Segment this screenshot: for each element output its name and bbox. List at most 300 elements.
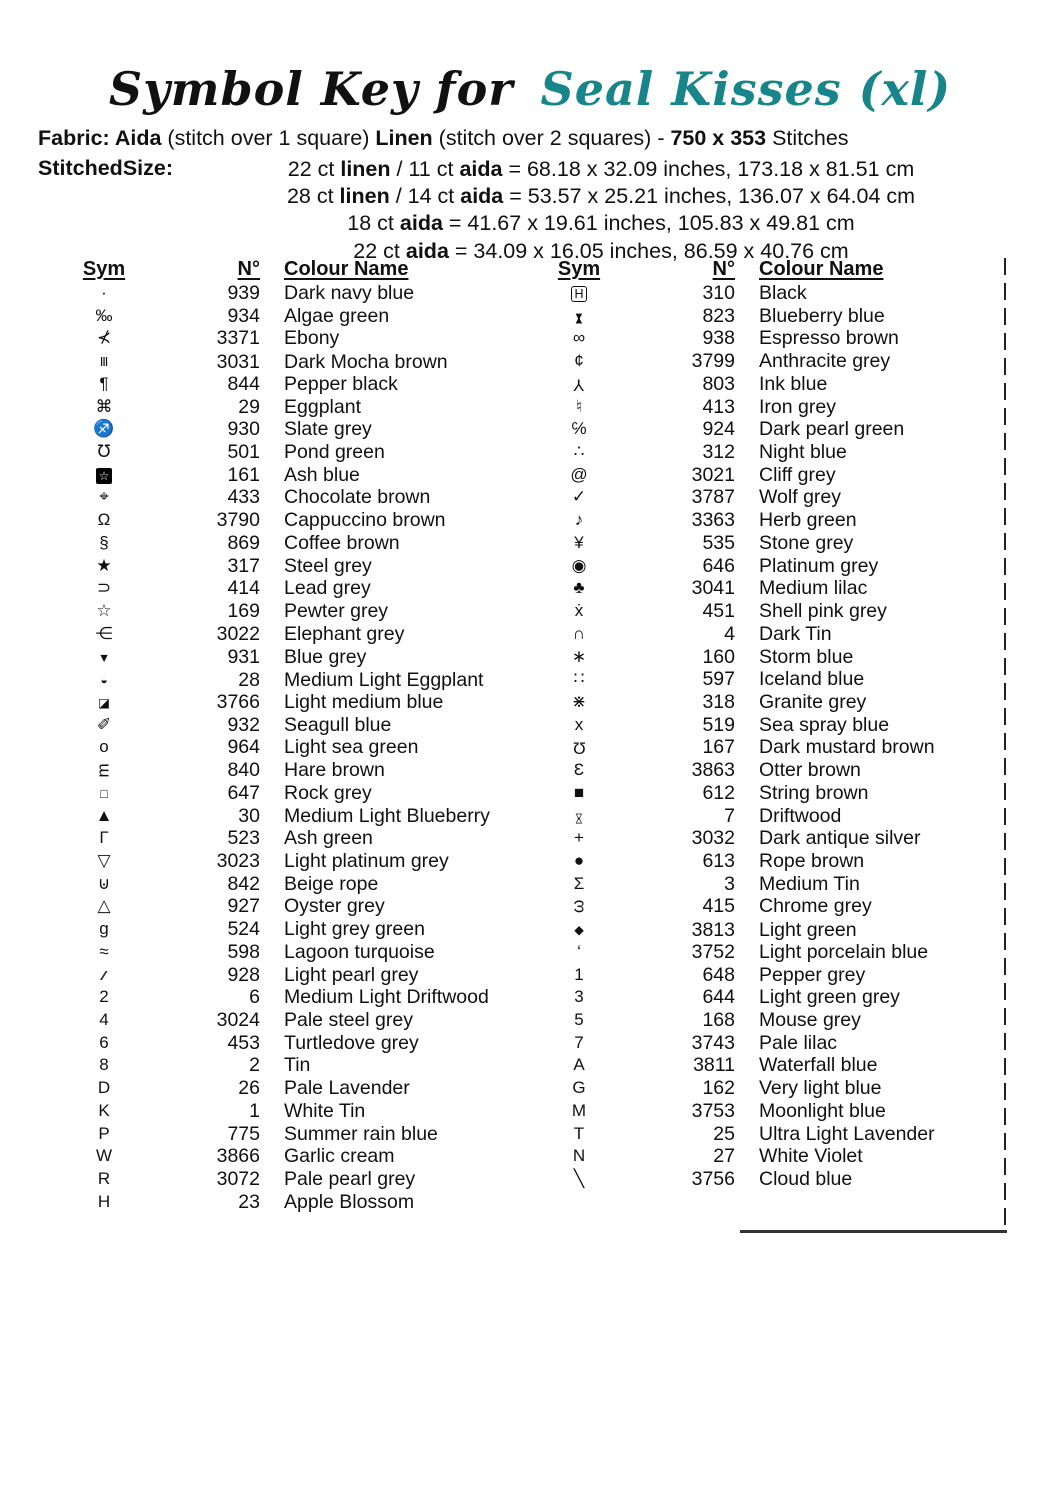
page-title [0, 62, 1060, 116]
symbol-cell [60, 827, 148, 850]
stitch-symbol-glyph: ◒ [100, 673, 108, 688]
number-cell: 823 [702, 305, 735, 328]
table-row [60, 1032, 560, 1055]
stitch-symbol-glyph: ☆ [96, 468, 112, 484]
table-row [60, 373, 560, 396]
symbol-cell [60, 918, 148, 941]
stitch-symbol-glyph: ♪ [574, 510, 584, 530]
table-row [535, 964, 1035, 987]
colour-name-cell: Lagoon turquoise [284, 940, 435, 963]
colour-name-cell: Medium Light Driftwood [284, 986, 489, 1009]
symbol-cell [60, 1145, 148, 1168]
table-row [60, 941, 560, 964]
table-row [60, 782, 560, 805]
table-row [535, 509, 1035, 532]
text-segment: / 11 ct [390, 157, 460, 181]
stitch-symbol-glyph: ⋇ [571, 691, 587, 711]
number-cell: 23 [238, 1190, 260, 1213]
symbol-cell [535, 600, 623, 623]
table-row [60, 895, 560, 918]
number-cell: 2 [249, 1054, 260, 1077]
stitch-symbol-glyph: R [97, 1169, 111, 1189]
colour-name-cell: Turtledove grey [284, 1031, 419, 1054]
symbol-cell [535, 327, 623, 350]
number-cell: 928 [227, 964, 260, 987]
header-sym: Sym [82, 257, 126, 280]
number-cell: 3752 [691, 940, 735, 963]
colour-name-cell: Tin [284, 1054, 311, 1077]
stitch-symbol-glyph: □ [100, 786, 108, 801]
table-row [60, 418, 560, 441]
text-segment: linen [340, 157, 391, 181]
colour-name-cell: Eggplant [284, 395, 361, 418]
symbol-cell [535, 805, 623, 829]
stitch-symbol-glyph: ╲ [573, 1169, 585, 1189]
number-cell: 647 [227, 782, 260, 805]
symbol-cell [535, 827, 623, 850]
table-row [535, 918, 1035, 941]
number-cell: 646 [702, 554, 735, 577]
symbol-cell [60, 577, 148, 600]
header-sym: Sym [557, 257, 601, 280]
symbol-cell [535, 850, 623, 873]
table-row [60, 327, 560, 350]
colour-name-cell: Slate grey [284, 418, 372, 441]
symbol-cell [60, 646, 148, 670]
symbol-cell [60, 600, 148, 623]
symbol-cell [535, 1054, 623, 1077]
table-row [535, 782, 1035, 805]
stitch-symbol-glyph: T [573, 1123, 585, 1143]
stitch-symbol-glyph: ▸◂ [572, 313, 588, 321]
stitch-symbol-glyph: ★ [96, 555, 112, 575]
table-row [535, 827, 1035, 850]
number-cell: 413 [702, 395, 735, 418]
number-cell: 26 [238, 1077, 260, 1100]
colour-name-cell: Ebony [284, 327, 340, 350]
symbol-cell [60, 964, 148, 988]
symbol-cell [60, 1123, 148, 1146]
stitch-symbol-glyph: ⊍ [97, 873, 111, 893]
number-cell: 612 [702, 781, 735, 804]
table-row [535, 418, 1035, 441]
table-header-row [535, 255, 1035, 282]
stitch-symbol-glyph: N [572, 1146, 586, 1166]
colour-name-cell: Black [759, 282, 807, 304]
table-row [535, 1100, 1035, 1123]
text-segment: = 53.57 x 25.21 inches, 136.07 x 64.04 cm [503, 184, 916, 209]
table-row [535, 373, 1035, 396]
symbol-cell [535, 1100, 623, 1123]
stitch-symbol-glyph: ⊃ [96, 578, 112, 598]
colour-name-cell: Lead grey [284, 577, 371, 600]
colour-name-cell: White Violet [759, 1145, 863, 1168]
number-cell: 3024 [216, 1009, 260, 1031]
table-row [535, 1145, 1035, 1168]
colour-name-cell: Elephant grey [284, 622, 405, 645]
colour-name-cell: Light green [759, 918, 857, 941]
text-segment: (stitch over 2 squares) - [438, 126, 671, 150]
colour-name-cell: String brown [759, 781, 869, 804]
number-cell: 613 [702, 849, 735, 872]
colour-name-cell: Pond green [284, 441, 385, 464]
stitch-symbol-glyph: + [574, 828, 584, 848]
number-cell: 934 [227, 304, 260, 327]
number-cell: 167 [702, 736, 735, 759]
text-segment: 22 ct [287, 157, 341, 181]
table-row [60, 509, 560, 532]
symbol-cell [535, 350, 623, 373]
colour-name-cell: Light sea green [284, 736, 419, 759]
text-segment: aida [459, 157, 503, 181]
text-segment: = 34.09 x 16.05 inches, 86.59 x 40.76 cm [448, 238, 849, 263]
colour-name-cell: Garlic cream [284, 1145, 395, 1168]
colour-name-cell: Beige rope [284, 872, 379, 895]
table-row [535, 623, 1035, 646]
stitch-symbol-glyph: Y [573, 375, 585, 395]
table-row [60, 1168, 560, 1191]
stitch-symbol-glyph: ☆ [96, 601, 112, 621]
symbol-cell [535, 418, 623, 441]
stitch-symbol-glyph: ♐ [93, 419, 115, 439]
number-cell: 1 [249, 1099, 260, 1122]
stitch-symbol-glyph: ∗ [571, 646, 587, 666]
text-segment: Linen [375, 126, 439, 150]
colour-name-cell: Algae green [284, 304, 390, 327]
table-row [535, 805, 1035, 828]
stitch-symbol-glyph: M [571, 1100, 587, 1120]
number-cell: 842 [227, 872, 260, 895]
table-row [535, 668, 1035, 691]
stitch-symbol-glyph: ‰ [95, 305, 113, 325]
text-segment: = 68.18 x 32.09 inches, 173.18 x 81.51 cm [502, 157, 915, 181]
symbol-cell [535, 668, 623, 691]
number-cell: 939 [227, 282, 260, 304]
number-cell: 524 [227, 918, 260, 941]
header-colour-name: Colour Name [759, 257, 884, 280]
symbol-cell [535, 986, 623, 1009]
symbol-cell [60, 1100, 148, 1123]
table-row [60, 464, 560, 487]
number-cell: 310 [702, 282, 735, 304]
number-cell: 451 [702, 600, 735, 623]
colour-name-cell: Rope brown [759, 849, 865, 872]
table-row [60, 986, 560, 1009]
number-cell: 168 [702, 1009, 735, 1031]
table-row [60, 305, 560, 328]
stitch-symbol-glyph: D [97, 1078, 111, 1098]
text-segment: aida [399, 211, 443, 236]
stitch-symbol-glyph: G [572, 1078, 586, 1098]
stitch-symbol-glyph: ◪ [98, 695, 110, 710]
colour-name-cell: Anthracite grey [759, 350, 891, 373]
number-cell: 869 [227, 531, 260, 554]
number-cell: 4 [724, 622, 735, 645]
symbol-cell [60, 850, 148, 873]
colour-name-cell: Otter brown [759, 759, 861, 782]
number-cell: 3790 [216, 509, 260, 532]
symbol-cell [535, 1145, 623, 1168]
table-row [60, 805, 560, 828]
table-row [535, 600, 1035, 623]
symbol-cell [60, 736, 148, 759]
number-cell: 27 [713, 1145, 735, 1168]
table-row [535, 396, 1035, 419]
table-row [535, 736, 1035, 759]
symbol-cell [60, 532, 148, 555]
table-header-row [60, 255, 560, 282]
symbol-cell [535, 1123, 623, 1146]
colour-name-cell: Night blue [759, 441, 847, 464]
number-cell: 597 [702, 668, 735, 691]
symbol-cell [535, 895, 623, 918]
number-cell: 30 [238, 804, 260, 827]
table-row [535, 1032, 1035, 1055]
colour-name-cell: Coffee brown [284, 531, 400, 554]
symbol-cell [535, 691, 623, 714]
table-row [535, 941, 1035, 964]
table-row [535, 486, 1035, 509]
stitch-symbol-glyph: ω [568, 900, 588, 914]
stitch-symbol-glyph: · [101, 283, 107, 302]
colour-name-cell: Medium Light Blueberry [284, 804, 490, 827]
symbol-cell [60, 441, 148, 464]
number-cell: 414 [227, 577, 260, 600]
colour-name-cell: Rock grey [284, 782, 372, 805]
stitch-symbol-glyph: ∷ [573, 669, 585, 689]
number-cell: 3023 [216, 849, 260, 872]
symbol-cell [535, 305, 623, 329]
stitch-symbol-glyph: ℧ [97, 442, 111, 462]
stitch-symbol-glyph: Γ [99, 828, 109, 848]
number-cell: 318 [702, 690, 735, 713]
number-cell: 3022 [216, 622, 260, 645]
colour-name-cell: Cloud blue [759, 1168, 853, 1191]
header-colour-name: Colour Name [284, 257, 409, 280]
colour-name-cell: Cappuccino brown [284, 509, 446, 532]
colour-name-cell: Chocolate brown [284, 486, 431, 509]
symbol-cell [60, 509, 148, 532]
colour-name-cell: Very light blue [759, 1077, 882, 1100]
table-row [60, 1191, 560, 1214]
stitch-symbol-glyph: W [95, 1146, 113, 1166]
number-cell: 3743 [691, 1031, 735, 1054]
stitch-symbol-glyph: ✓ [571, 487, 587, 507]
symbol-cell [60, 691, 148, 715]
stitch-symbol-glyph: ▼ [97, 650, 111, 665]
text-segment: Stitches [766, 126, 849, 150]
symbol-cell [535, 1009, 623, 1032]
symbol-cell [535, 964, 623, 987]
colour-name-cell: Cliff grey [759, 463, 836, 486]
symbol-cell [60, 1054, 148, 1077]
table-row [535, 464, 1035, 487]
colour-name-cell: Granite grey [759, 690, 867, 713]
table-row [60, 282, 560, 305]
number-cell: 29 [238, 395, 260, 418]
colour-name-cell: Pepper black [284, 372, 398, 395]
stitch-symbol-glyph: ¶ [99, 373, 109, 393]
stitch-symbol-glyph: § [99, 532, 109, 552]
stitch-symbol-glyph: Σ [573, 873, 585, 893]
stitch-symbol-glyph: A [573, 1055, 585, 1075]
stitched-size-lines [206, 156, 996, 265]
number-cell: 3021 [691, 463, 735, 486]
colour-name-cell: Iceland blue [759, 668, 865, 691]
stitch-symbol-glyph: x [574, 714, 584, 734]
colour-name-cell: Light platinum grey [284, 849, 449, 872]
table-row [535, 441, 1035, 464]
colour-name-cell: Ash blue [284, 463, 360, 486]
symbol-cell [535, 759, 623, 782]
colour-name-cell: Blue grey [284, 646, 367, 668]
symbol-cell [60, 396, 148, 419]
stitch-symbol-glyph: ∩ [572, 623, 586, 643]
table-bottom-corner-line [740, 1230, 1007, 1233]
symbol-cell [60, 464, 148, 487]
table-row [60, 1054, 560, 1077]
colour-name-cell: Ash green [284, 827, 373, 850]
stitch-symbol-glyph: ✐ [96, 714, 112, 734]
symbol-table-right [535, 255, 1035, 1191]
number-cell: 3813 [691, 918, 735, 941]
table-row [535, 646, 1035, 669]
number-cell: 519 [702, 713, 735, 736]
table-row [60, 646, 560, 669]
text-segment: 22 ct [353, 238, 406, 263]
colour-name-cell: Seagull blue [284, 713, 392, 736]
colour-name-cell: Pale Lavender [284, 1077, 410, 1100]
table-row [60, 1145, 560, 1168]
stitch-symbol-glyph: ẋ [574, 601, 584, 621]
number-cell: 3363 [691, 509, 735, 532]
table-row [535, 691, 1035, 714]
stitch-symbol-glyph: H [97, 1191, 111, 1211]
symbol-cell [535, 532, 623, 555]
number-cell: 927 [227, 895, 260, 918]
colour-name-cell: Dark navy blue [284, 282, 415, 304]
stitch-symbol-glyph: ¥ [574, 532, 584, 552]
colour-name-cell: Light green grey [759, 986, 900, 1009]
number-cell: 28 [238, 668, 260, 691]
number-cell: 523 [227, 827, 260, 850]
stitch-symbol-glyph: 7 [574, 1032, 584, 1052]
symbol-cell [535, 1032, 623, 1055]
colour-name-cell: Chrome grey [759, 895, 872, 918]
symbol-cell [60, 305, 148, 328]
stitched-size-block [38, 156, 996, 265]
colour-name-cell: Dark Mocha brown [284, 350, 448, 373]
number-cell: 3371 [216, 327, 260, 350]
colour-name-cell: Oyster grey [284, 895, 385, 918]
colour-name-cell: Dark mustard brown [759, 736, 935, 759]
number-cell: 930 [227, 418, 260, 441]
symbol-table-left [60, 255, 560, 1213]
symbol-cell [535, 873, 623, 896]
symbol-cell [535, 441, 623, 464]
stitch-symbol-glyph: 2 [99, 987, 109, 1007]
symbol-cell [535, 577, 623, 600]
size-line [206, 210, 996, 237]
stitch-symbol-glyph: ⊀ [96, 328, 112, 348]
stitch-symbol-glyph: 5 [574, 1010, 584, 1029]
symbol-cell [60, 873, 148, 896]
stitch-symbol-glyph: ▲ [95, 805, 113, 825]
stitch-symbol-glyph: ⌘ [95, 396, 113, 416]
symbol-cell [60, 623, 148, 646]
symbol-cell [60, 895, 148, 918]
number-cell: 317 [227, 554, 260, 577]
colour-name-cell: Waterfall blue [759, 1054, 878, 1077]
colour-name-cell: Driftwood [759, 805, 842, 828]
table-row [60, 827, 560, 850]
table-row [535, 759, 1035, 782]
symbol-cell [535, 714, 623, 737]
symbol-cell [535, 464, 623, 487]
colour-name-cell: Light grey green [284, 918, 425, 941]
number-cell: 648 [702, 963, 735, 986]
table-row [535, 282, 1035, 305]
colour-name-cell: Pale pearl grey [284, 1168, 416, 1191]
text-segment: (stitch over 1 square) [167, 126, 376, 150]
table-row [535, 1168, 1035, 1191]
size-line [206, 156, 996, 183]
table-row [60, 964, 560, 987]
symbol-cell [60, 941, 148, 964]
number-cell: 415 [702, 895, 735, 918]
header-number: N° [712, 257, 735, 280]
symbol-cell [535, 509, 623, 532]
symbol-cell [60, 486, 148, 509]
symbol-cell [60, 1032, 148, 1055]
symbol-cell [60, 805, 148, 828]
colour-name-cell: Apple Blossom [284, 1190, 415, 1213]
colour-name-cell: Light pearl grey [284, 964, 419, 987]
stitch-symbol-glyph: 1 [574, 964, 584, 984]
symbol-cell [535, 941, 623, 964]
stitch-symbol-glyph: ∴ [573, 442, 585, 462]
colour-name-cell: Platinum grey [759, 554, 879, 577]
stitch-symbol-glyph: ● [573, 850, 585, 870]
stitch-symbol-glyph: H [571, 286, 586, 302]
table-row [60, 532, 560, 555]
number-cell: 964 [227, 736, 260, 759]
stitch-symbol-glyph: Ω [97, 510, 111, 530]
symbol-cell [60, 555, 148, 578]
stitched-size-label: StitchedSize: [38, 156, 173, 180]
table-row [60, 1077, 560, 1100]
table-row [60, 691, 560, 714]
text-segment: = 41.67 x 19.61 inches, 105.83 x 49.81 cm [442, 211, 855, 236]
table-row [535, 1123, 1035, 1146]
colour-name-cell: Light porcelain blue [759, 940, 929, 963]
symbol-cell [535, 782, 623, 805]
colour-name-cell: White Tin [284, 1099, 366, 1122]
table-row [535, 895, 1035, 918]
stitch-symbol-glyph: 4 [99, 1010, 109, 1029]
symbol-cell [60, 668, 148, 692]
colour-name-cell: Pale lilac [759, 1031, 838, 1054]
table-body-left [60, 282, 560, 1213]
stitch-symbol-glyph: g [99, 919, 109, 939]
number-cell: 3863 [691, 759, 735, 782]
number-cell: 3866 [216, 1145, 260, 1168]
stitch-symbol-glyph: ♣ [573, 578, 585, 598]
table-row [535, 850, 1035, 873]
colour-name-cell: Shell pink grey [759, 600, 887, 623]
symbol-cell [60, 1168, 148, 1191]
table-row [60, 873, 560, 896]
